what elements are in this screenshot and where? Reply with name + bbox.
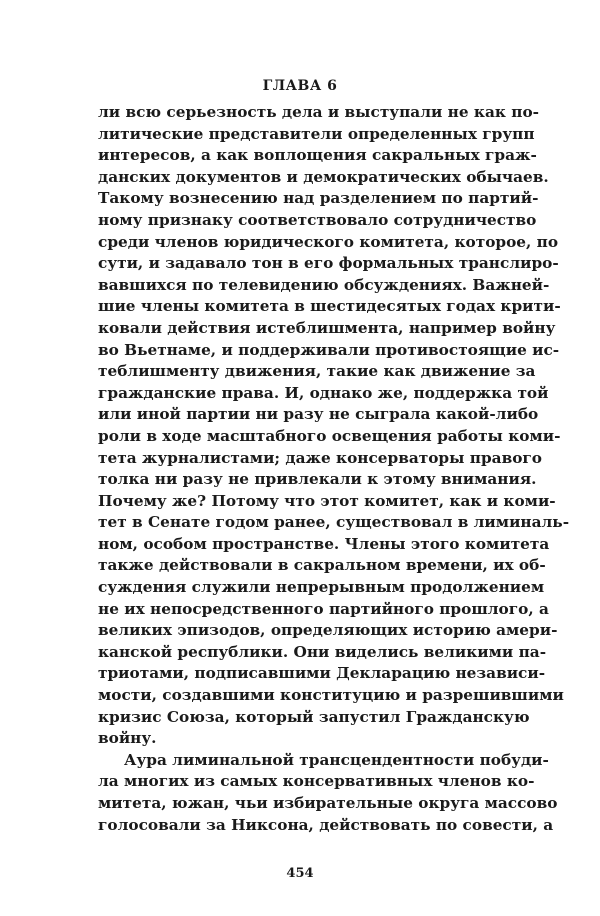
- body-text: [98, 102, 570, 836]
- text-line: или иной партии ни разу не сыграла какой-либо: [98, 405, 539, 424]
- text-line: ному признаку соответствовало сотрудничество: [98, 210, 537, 229]
- text-line: ковали действия истеблишмента, например войну: [98, 318, 556, 337]
- text-line: тета журналистами; даже консерваторы правого: [98, 448, 542, 467]
- text-line: не их непосредственного партийного прошлого, а: [98, 599, 549, 618]
- text-line: шие члены комитета в шестидесятых годах крити-: [98, 297, 561, 316]
- text-line: Такому вознесению над разделением по партий-: [98, 189, 539, 208]
- text-line: ла многих из самых консервативных членов ко-: [98, 772, 535, 791]
- paragraph-start-line: Аура лиминальной трансцендентности побуди-: [124, 750, 549, 769]
- text-line: ном, особом пространстве. Члены этого комитета: [98, 534, 550, 553]
- text-line: также действовали в сакральном времени, их об-: [98, 556, 546, 575]
- text-line: интересов, а как воплощения сакральных граж-: [98, 146, 537, 165]
- page-number: 454: [286, 866, 314, 881]
- text-line: гражданские права. И, однако же, поддержка той: [98, 383, 549, 402]
- text-line: литические представители определенных групп: [98, 124, 535, 143]
- text-line: митета, южан, чьи избирательные округа массово: [98, 794, 558, 812]
- text-line: Почему же? Потому что этот комитет, как и коми-: [98, 491, 556, 510]
- text-line: триотами, подписавшими Декларацию независи-: [98, 664, 546, 683]
- text-line: ли всю серьезность дела и выступали не как по-: [98, 103, 539, 121]
- chapter-header: ГЛАВА 6: [262, 78, 338, 94]
- text-line: кризис Союза, который запустил Гражданскую: [98, 707, 530, 726]
- text-line: толка ни разу не привлекали к этому внимания.: [98, 470, 537, 489]
- text-line: среди членов юридического комитета, которое, по: [98, 232, 559, 251]
- text-line: великих эпизодов, определяющих историю амери-: [98, 621, 558, 640]
- text-line: мости, создавшими конституцию и разрешившими: [98, 686, 564, 705]
- text-line: голосовали за Никсона, действовать по совести, а: [98, 815, 554, 834]
- text-line: теблишменту движения, такие как движение за: [98, 362, 536, 381]
- text-line: тет в Сенате годом ранее, существовал в лиминаль-: [98, 513, 570, 532]
- text-line: вавшихся по телевидению обсуждениях. Важней-: [98, 275, 550, 294]
- paragraph-end-line: войну.: [98, 729, 157, 748]
- text-line: роли в ходе масштабного освещения работы коми-: [98, 426, 561, 445]
- text-line: канской республики. Они виделись великими па-: [98, 642, 547, 661]
- text-line: суждения служили непрерывным продолжением: [98, 578, 545, 597]
- text-line: во Вьетнаме, и поддерживали противостоящие ис-: [98, 340, 560, 359]
- text-line: данских документов и демократических обычаев.: [98, 167, 549, 186]
- text-line: сути, и задавало тон в его формальных транслиро-: [98, 254, 559, 273]
